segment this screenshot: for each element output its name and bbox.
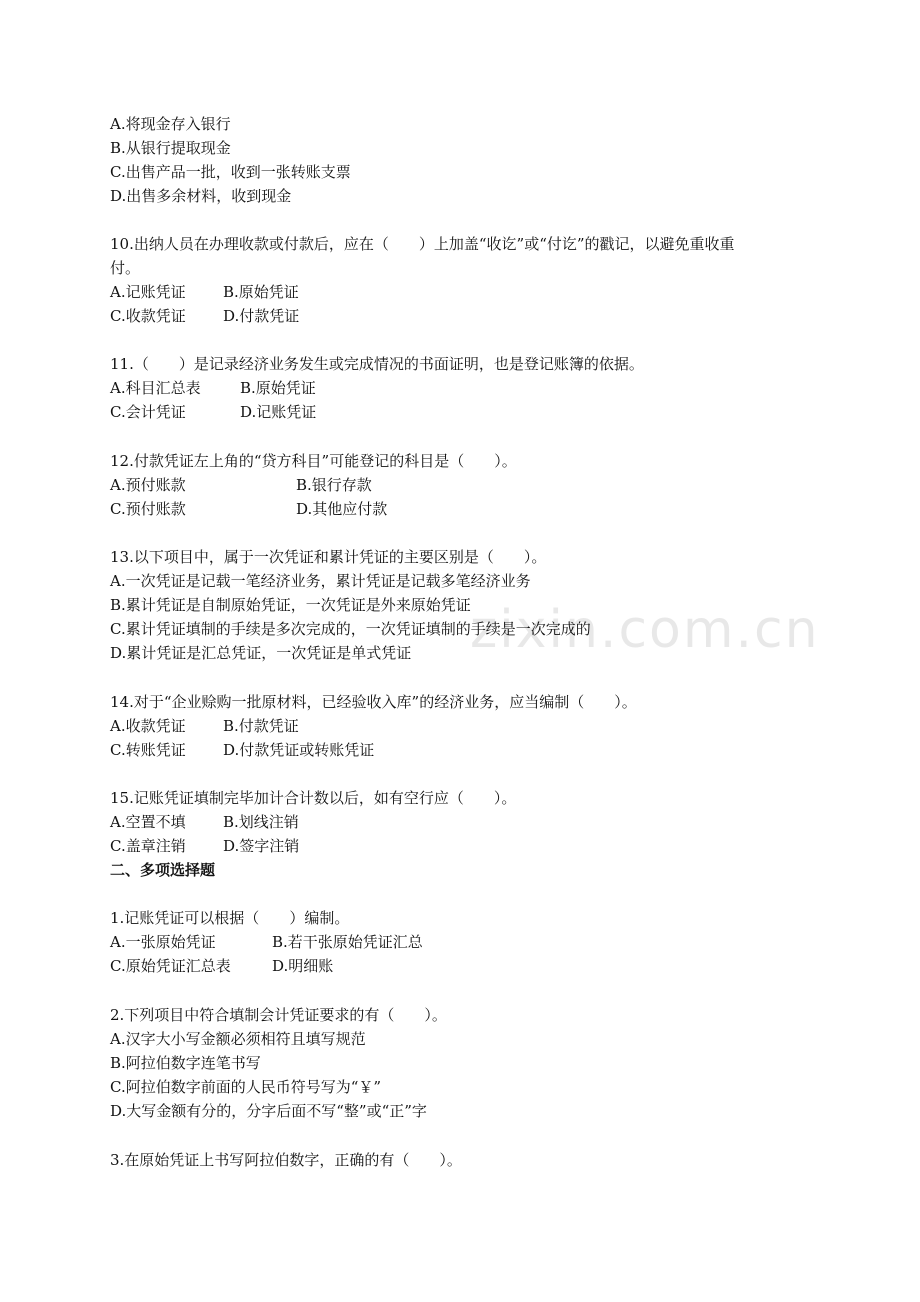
q14-stem: 14.对于“企业赊购一批原材料，已经验收入库”的经济业务，应当编制（ ）。	[110, 693, 637, 711]
m1-option-c: C.原始凭证汇总表	[110, 957, 231, 975]
q15-stem: 15.记账凭证填制完毕加计合计数以后，如有空行应（ ）。	[110, 789, 517, 807]
q13-option-b: B.累计凭证是自制原始凭证，一次凭证是外来原始凭证	[110, 596, 471, 614]
q10-stem: 10.出纳人员在办理收款或付款后，应在（ ）上加盖“收讫”或“付讫”的戳记，以避免重收重	[110, 235, 735, 253]
q11-option-b: B.原始凭证	[240, 379, 316, 397]
q14-option-b: B.付款凭证	[223, 717, 299, 735]
q11-option-a: A.科目汇总表	[110, 379, 201, 397]
m2-option-d: D.大写金额有分的，分字后面不写“整”或“正”字	[110, 1102, 427, 1120]
q11-option-d: D.记账凭证	[240, 403, 317, 421]
q14-option-c: C.转账凭证	[110, 741, 186, 759]
q12-option-c: C.预付账款	[110, 500, 186, 518]
q9-option-d: D.出售多余材料，收到现金	[110, 187, 292, 205]
q10-option-c: C.收款凭证	[110, 307, 186, 325]
m2-option-a: A.汉字大小写金额必须相符且填写规范	[110, 1030, 366, 1048]
q10-stem-cont: 付。	[110, 259, 141, 277]
m1-option-d: D.明细账	[272, 957, 334, 975]
q15-option-b: B.划线注销	[223, 813, 299, 831]
q12-option-b: B.银行存款	[296, 476, 372, 494]
m2-option-c: C.阿拉伯数字前面的人民币符号写为“￥”	[110, 1078, 382, 1096]
m3-stem: 3.在原始凭证上书写阿拉伯数字，正确的有（ ）。	[110, 1151, 462, 1169]
q10-option-d: D.付款凭证	[223, 307, 300, 325]
q10-option-b: B.原始凭证	[223, 283, 299, 301]
q13-option-d: D.累计凭证是汇总凭证，一次凭证是单式凭证	[110, 644, 412, 662]
m1-option-a: A.一张原始凭证	[110, 933, 216, 951]
q13-option-c: C.累计凭证填制的手续是多次完成的，一次凭证填制的手续是一次完成的	[110, 620, 591, 638]
q10-option-a: A.记账凭证	[110, 283, 186, 301]
m2-stem: 2.下列项目中符合填制会计凭证要求的有（ ）。	[110, 1006, 447, 1024]
q14-option-d: D.付款凭证或转账凭证	[223, 741, 375, 759]
q12-stem: 12.付款凭证左上角的“贷方科目”可能登记的科目是（ ）。	[110, 452, 517, 470]
q13-stem: 13.以下项目中，属于一次凭证和累计凭证的主要区别是（ ）。	[110, 548, 547, 566]
q15-option-a: A.空置不填	[110, 813, 186, 831]
m1-option-b: B.若干张原始凭证汇总	[272, 933, 423, 951]
q15-option-d: D.签字注销	[223, 837, 300, 855]
q12-option-d: D.其他应付款	[296, 500, 388, 518]
q12-option-a: A.预付账款	[110, 476, 186, 494]
q9-option-c: C.出售产品一批，收到一张转账支票	[110, 163, 351, 181]
section-heading-multiple-choice: 二、多项选择题	[110, 861, 216, 879]
q9-option-b: B.从银行提取现金	[110, 139, 231, 157]
q13-option-a: A.一次凭证是记载一笔经济业务，累计凭证是记载多笔经济业务	[110, 572, 531, 590]
q14-option-a: A.收款凭证	[110, 717, 186, 735]
m2-option-b: B.阿拉伯数字连笔书写	[110, 1054, 261, 1072]
watermark: zixin.com.cn	[470, 600, 820, 660]
q9-option-a: A.将现金存入银行	[110, 115, 231, 133]
q11-option-c: C.会计凭证	[110, 403, 186, 421]
q15-option-c: C.盖章注销	[110, 837, 186, 855]
m1-stem: 1.记账凭证可以根据（ ）编制。	[110, 909, 350, 927]
q11-stem: 11.（ ）是记录经济业务发生或完成情况的书面证明，也是登记账簿的依据。	[110, 355, 644, 373]
